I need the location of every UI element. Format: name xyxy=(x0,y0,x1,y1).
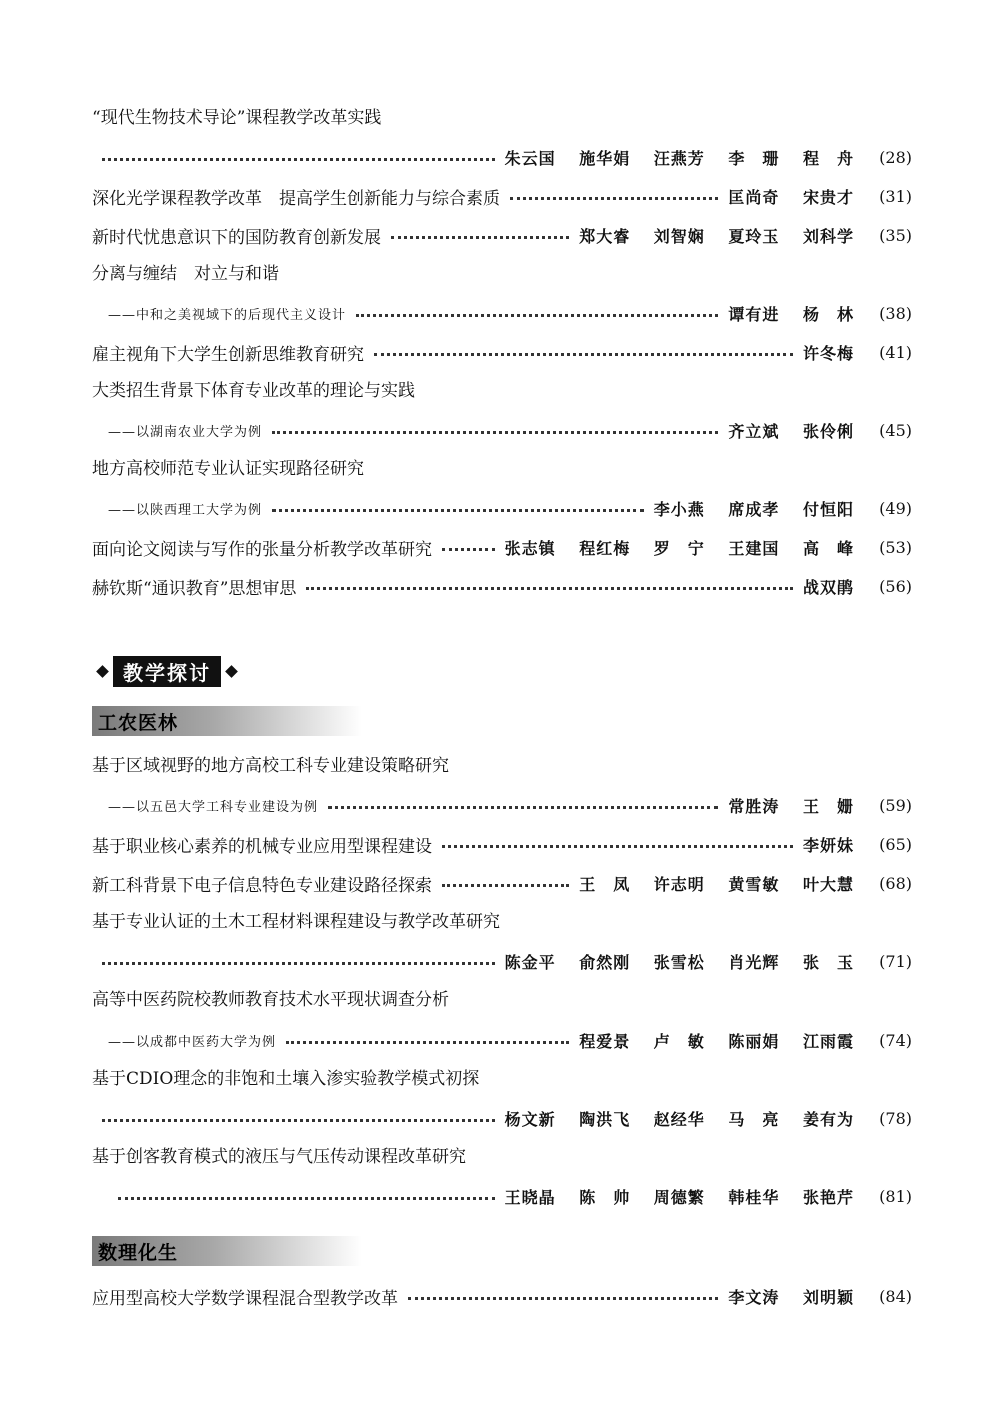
author: 黄雪敏 xyxy=(728,874,780,894)
diamond-icon xyxy=(225,665,238,678)
leader-dots xyxy=(442,547,495,551)
leader-dots xyxy=(102,157,495,161)
author: 卢 敏 xyxy=(653,1031,705,1051)
toc-entry xyxy=(108,301,912,325)
entry-title: 深化光学课程教学改革 提高学生创新能力与综合素质 xyxy=(92,188,500,209)
author: 宋贵才 xyxy=(802,187,854,207)
toc-entry xyxy=(108,1028,912,1052)
author: 王建国 xyxy=(728,538,780,558)
page-number: (81) xyxy=(879,1186,912,1206)
author: 刘明颖 xyxy=(802,1287,854,1307)
toc-entry xyxy=(108,418,912,442)
author: 匡尚奇 xyxy=(728,187,780,207)
page-number: (38) xyxy=(879,303,912,323)
toc-entry xyxy=(92,574,912,598)
entry-authors xyxy=(728,1285,854,1308)
leader-dots xyxy=(374,352,793,356)
author: 张伶俐 xyxy=(802,421,854,441)
leader-dots xyxy=(510,196,718,200)
page-number: (78) xyxy=(879,1108,912,1128)
author: 俞然刚 xyxy=(579,952,631,972)
entry-authors xyxy=(728,302,854,325)
entry-authors xyxy=(728,794,854,817)
entry-title: 分离与缠结 对立与和谐 xyxy=(92,264,279,284)
entry-authors xyxy=(505,146,854,169)
author: 马 亮 xyxy=(728,1109,780,1129)
leader-dots xyxy=(102,961,495,965)
toc-entry xyxy=(108,793,912,817)
entry-title: 基于职业核心素养的机械专业应用型课程建设 xyxy=(92,836,432,857)
author: 程爱景 xyxy=(579,1031,631,1051)
author: 罗 宁 xyxy=(653,538,705,558)
author: 江雨霞 xyxy=(802,1031,854,1051)
toc-entry xyxy=(108,496,912,520)
entry-title: 地方高校师范专业认证实现路径研究 xyxy=(92,459,364,479)
page-number: (53) xyxy=(879,537,912,557)
entry-title: 雇主视角下大学生创新思维教育研究 xyxy=(92,344,364,365)
author: 高 峰 xyxy=(802,538,854,558)
entry-title: 赫钦斯“通识教育”思想审思 xyxy=(92,578,297,599)
page-number: (35) xyxy=(879,225,912,245)
toc-entry xyxy=(92,340,912,364)
author: 杨 林 xyxy=(802,304,854,324)
leader-dots xyxy=(306,586,793,590)
leader-dots xyxy=(391,235,569,239)
page-number: (28) xyxy=(879,147,912,167)
page-number: (65) xyxy=(879,834,912,854)
author: 刘科学 xyxy=(802,226,854,246)
page-number: (41) xyxy=(879,342,912,362)
author: 许志明 xyxy=(653,874,705,894)
toc-entry xyxy=(92,832,912,856)
entry-title: 面向论文阅读与写作的张量分析教学改革研究 xyxy=(92,539,432,560)
entry-authors xyxy=(505,950,854,973)
author: 陈 帅 xyxy=(579,1187,631,1207)
leader-dots xyxy=(118,1196,495,1200)
leader-dots xyxy=(442,883,569,887)
category-title: 工农医林 xyxy=(98,711,179,734)
category-title: 数理化生 xyxy=(98,1241,179,1264)
entry-authors xyxy=(728,185,854,208)
author: 汪燕芳 xyxy=(653,148,705,168)
author: 周德繁 xyxy=(653,1187,705,1207)
leader-dots xyxy=(442,844,793,848)
entry-title: 新时代忧患意识下的国防教育创新发展 xyxy=(92,227,381,248)
entry-subtitle: ——以陕西理工大学为例 xyxy=(108,502,263,518)
leader-dots xyxy=(328,805,718,809)
author: 陈金平 xyxy=(504,952,556,972)
author: 李妍妹 xyxy=(802,835,854,855)
toc-entry xyxy=(108,1184,912,1208)
entry-subtitle: ——以湖南农业大学为例 xyxy=(108,424,263,440)
entry-authors xyxy=(505,1107,854,1130)
author: 王 凤 xyxy=(579,874,631,894)
entry-subtitle: ——以五邑大学工科专业建设为例 xyxy=(108,799,319,815)
author: 程红梅 xyxy=(579,538,631,558)
leader-dots xyxy=(286,1040,569,1044)
author: 许冬梅 xyxy=(802,343,854,363)
author: 张志镇 xyxy=(504,538,556,558)
leader-dots xyxy=(356,313,718,317)
author: 张雪松 xyxy=(653,952,705,972)
category-bar xyxy=(92,1236,362,1266)
entry-title: 基于CDIO理念的非饱和土壤入渗实验教学模式初探 xyxy=(92,1069,480,1089)
entry-title: 大类招生背景下体育专业改革的理论与实践 xyxy=(92,381,415,401)
page-number: (56) xyxy=(879,576,912,596)
author: 李文涛 xyxy=(728,1287,780,1307)
leader-dots xyxy=(272,430,718,434)
entry-title: 基于专业认证的土木工程材料课程建设与教学改革研究 xyxy=(92,912,500,932)
author: 叶大慧 xyxy=(802,874,854,894)
entry-authors xyxy=(505,536,854,559)
author: 王晓晶 xyxy=(504,1187,556,1207)
category-bar xyxy=(92,706,362,736)
page-number: (71) xyxy=(879,951,912,971)
author: 杨文新 xyxy=(504,1109,556,1129)
author: 李 珊 xyxy=(728,148,780,168)
leader-dots xyxy=(272,508,644,512)
author: 张 玉 xyxy=(802,952,854,972)
author: 战双鹃 xyxy=(802,577,854,597)
entry-authors xyxy=(579,872,854,895)
entry-authors xyxy=(803,341,854,364)
author: 常胜涛 xyxy=(728,796,780,816)
toc-entry xyxy=(92,1106,912,1130)
toc-entry xyxy=(92,535,912,559)
entry-subtitle: ——以成都中医药大学为例 xyxy=(108,1034,277,1050)
toc-entry xyxy=(92,184,912,208)
toc-entry xyxy=(92,223,912,247)
author: 齐立斌 xyxy=(728,421,780,441)
entry-subtitle: ——中和之美视域下的后现代主义设计 xyxy=(108,307,347,323)
toc-entry xyxy=(92,145,912,169)
section-title: 教学探讨 xyxy=(113,656,221,687)
entry-authors xyxy=(728,419,854,442)
diamond-icon xyxy=(96,665,109,678)
entry-authors xyxy=(505,1185,854,1208)
author: 席成孝 xyxy=(728,499,780,519)
page-number: (59) xyxy=(879,795,912,815)
page-number: (74) xyxy=(879,1030,912,1050)
entry-title: “现代生物技术导论”课程教学改革实践 xyxy=(92,108,382,128)
entry-title: 基于区域视野的地方高校工科专业建设策略研究 xyxy=(92,756,449,776)
page-number: (68) xyxy=(879,873,912,893)
page-number: (49) xyxy=(879,498,912,518)
author: 施华娟 xyxy=(579,148,631,168)
author: 陶洪飞 xyxy=(579,1109,631,1129)
author: 陈丽娟 xyxy=(728,1031,780,1051)
author: 程 舟 xyxy=(802,148,854,168)
toc-entry xyxy=(92,1284,912,1308)
author: 朱云国 xyxy=(504,148,556,168)
entry-title: 应用型高校大学数学课程混合型教学改革 xyxy=(92,1288,398,1309)
author: 姜有为 xyxy=(802,1109,854,1129)
author: 夏玲玉 xyxy=(728,226,780,246)
leader-dots xyxy=(408,1296,718,1300)
toc-entry xyxy=(92,871,912,895)
author: 刘智娴 xyxy=(653,226,705,246)
author: 郑大睿 xyxy=(579,226,631,246)
entry-authors xyxy=(579,1029,854,1052)
entry-authors xyxy=(579,224,854,247)
entry-title: 新工科背景下电子信息特色专业建设路径探索 xyxy=(92,875,432,896)
author: 谭有进 xyxy=(728,304,780,324)
page-number: (45) xyxy=(879,420,912,440)
author: 肖光辉 xyxy=(728,952,780,972)
author: 李小燕 xyxy=(653,499,705,519)
section-header xyxy=(92,656,242,686)
author: 付恒阳 xyxy=(802,499,854,519)
leader-dots xyxy=(102,1118,495,1122)
entry-authors xyxy=(803,575,854,598)
author: 张艳芹 xyxy=(802,1187,854,1207)
author: 赵经华 xyxy=(653,1109,705,1129)
page-number: (31) xyxy=(879,186,912,206)
entry-title: 高等中医药院校教师教育技术水平现状调查分析 xyxy=(92,990,449,1010)
entry-authors xyxy=(803,833,854,856)
author: 王 姗 xyxy=(802,796,854,816)
entry-authors xyxy=(654,497,854,520)
author: 韩桂华 xyxy=(728,1187,780,1207)
toc-entry xyxy=(92,949,912,973)
page-number: (84) xyxy=(879,1286,912,1306)
entry-title: 基于创客教育模式的液压与气压传动课程改革研究 xyxy=(92,1147,466,1167)
